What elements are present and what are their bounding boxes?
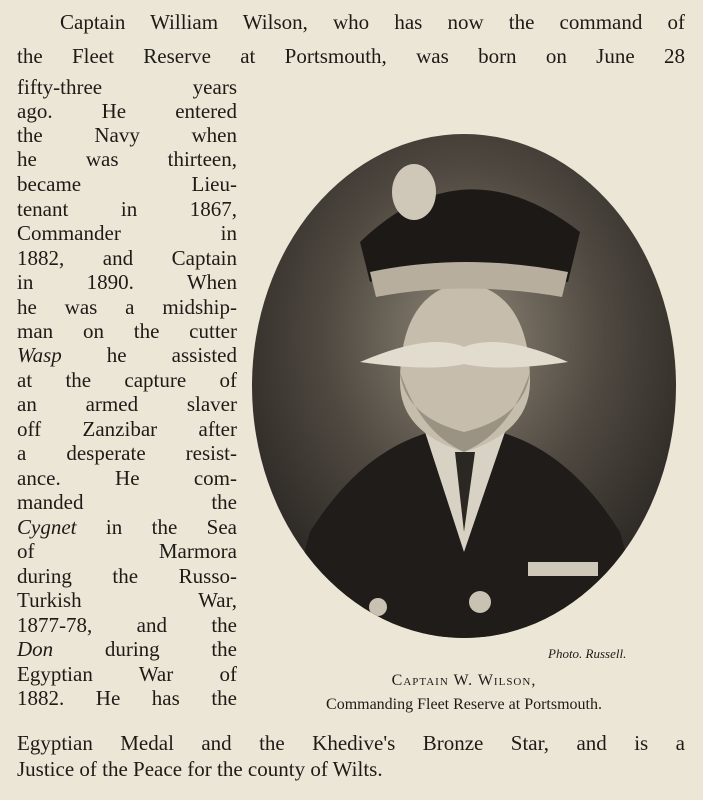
article-line-13: man on the cutter xyxy=(17,319,237,343)
portrait-engraving xyxy=(250,132,678,640)
article-line-15: at the capture of xyxy=(17,368,237,392)
article-line-12: he was a midship- xyxy=(17,295,237,319)
uniform-button xyxy=(369,598,387,616)
article-line-5: the Navy when xyxy=(17,123,237,147)
article-line-11: in 1890. When xyxy=(17,270,237,294)
article-line-7: became Lieu- xyxy=(17,172,237,196)
article-line-25: 1877-78, and the xyxy=(17,613,237,637)
cap-badge xyxy=(392,164,436,220)
article-line-6: he was thirteen, xyxy=(17,147,237,171)
article-line-27: Egyptian War of xyxy=(17,662,237,686)
article-line-1: Captain William Wilson, who has now the command of xyxy=(60,10,685,34)
uniform-button xyxy=(469,591,491,613)
photo-credit: Photo. Russell. xyxy=(548,646,627,661)
article-line-30: Justice of the Peace for the county of Wilts. xyxy=(17,757,383,781)
ship-name-don: Don xyxy=(17,637,54,661)
article-line-2: the Fleet Reserve at Portsmouth, was born on June 28 xyxy=(17,44,685,68)
article-line-20: manded the xyxy=(17,490,237,514)
article-line-19: ance. He com- xyxy=(17,466,237,490)
article-line-4: ago. He entered xyxy=(17,99,237,123)
article-line-18: a desperate resist- xyxy=(17,441,237,465)
article-line-23: during the Russo- xyxy=(17,564,237,588)
article-line-16: an armed slaver xyxy=(17,392,237,416)
article-line-26-text: during the xyxy=(104,637,237,661)
article-line-22: of Marmora xyxy=(17,539,237,563)
article-line-9: Commander in xyxy=(17,221,237,245)
caption-title: Captain W. Wilson, xyxy=(391,672,537,689)
ship-name-wasp: Wasp xyxy=(17,343,62,367)
article-line-28: 1882. He has the xyxy=(17,686,237,710)
article-line-21-text: in the Sea xyxy=(105,515,238,539)
article-line-29: Egyptian Medal and the Khedive's Bronze Star, and is a xyxy=(17,731,685,755)
article-line-14-text: he assisted xyxy=(106,343,237,367)
article-line-8: tenant in 1867, xyxy=(17,197,237,221)
article-line-26 xyxy=(17,637,237,661)
article-line-24: Turkish War, xyxy=(17,588,237,612)
article-line-3: fifty-three years xyxy=(17,75,237,99)
article-line-10: 1882, and Captain xyxy=(17,246,237,270)
article-line-17: off Zanzibar after xyxy=(17,417,237,441)
article-line-21 xyxy=(17,515,237,539)
medal-ribbon xyxy=(528,562,598,576)
ship-name-cygnet: Cygnet xyxy=(17,515,77,539)
caption-subtitle: Commanding Fleet Reserve at Portsmouth. xyxy=(326,696,602,713)
article-line-14 xyxy=(17,343,237,367)
